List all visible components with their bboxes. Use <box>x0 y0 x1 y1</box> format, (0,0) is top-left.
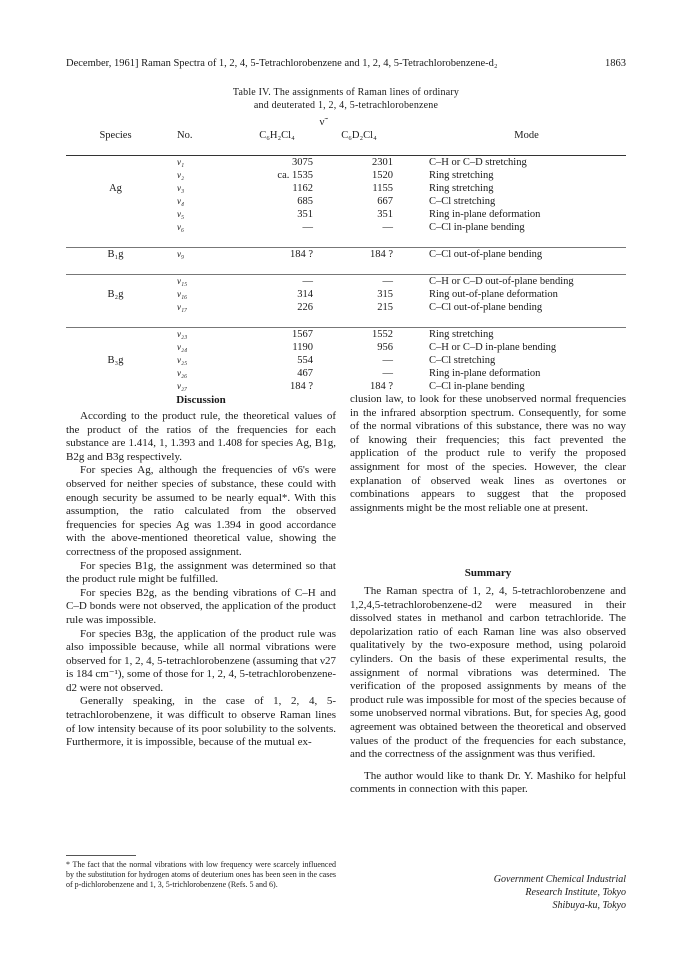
c6d2cl4-frequency: — <box>382 368 393 379</box>
mode-description: C–H or C–D out-of-plane bending <box>429 276 574 287</box>
table-row <box>66 248 626 262</box>
discussion-continuation <box>350 393 626 515</box>
c6h2cl4-frequency: 467 <box>297 368 313 379</box>
paragraph: The author would like to thank Dr. Y. Mashiko for helpful comments in connection with this paper. <box>350 769 626 796</box>
mode-description: Ring stretching <box>429 329 494 340</box>
discussion-heading: Discussion <box>176 394 226 406</box>
mode-description: C–Cl out-of-plane bending <box>429 302 543 313</box>
species-cell <box>66 156 165 170</box>
c6h2cl4-frequency: — <box>302 222 313 233</box>
mode-number: ν₂₄ <box>177 342 188 352</box>
c6d2cl4-frequency: 1520 <box>372 170 393 181</box>
c6h2cl4-frequency: 184 ? <box>289 381 313 392</box>
mode-number: ν₃ <box>177 183 185 193</box>
table-row <box>66 182 626 195</box>
paragraph: For species B1g, the assignment was determined so that the product rule might be fulfilled. <box>66 559 336 586</box>
c6d2cl4-frequency: 956 <box>377 342 393 353</box>
mode-description: C–Cl out-of-plane bending <box>429 249 543 260</box>
species-cell <box>66 169 165 182</box>
c6d2cl4-frequency: 1552 <box>372 329 393 340</box>
c6h2cl4-frequency: 184 ? <box>289 249 313 260</box>
species-cell <box>66 275 165 289</box>
mode-description: Ring in-plane deformation <box>429 368 541 379</box>
c6h2cl4-frequency: 1162 <box>292 183 313 194</box>
footnote: * The fact that the normal vibrations with low frequency were scarcely influenced by the substitution for hydrogen atoms of deuterium ones has been seen in the cases of p-dichlorobenzene and 1, 3, 5-trichlorobenzene (Refs. 5 and 6). <box>66 860 336 889</box>
mode-number: ν₂ <box>177 170 185 180</box>
mode-number: ν₁₇ <box>177 302 188 312</box>
mode-description: C–H or C–D stretching <box>429 157 527 168</box>
table-caption-line-2: and deuterated 1, 2, 4, 5-tetrachlorobenzene <box>253 100 439 111</box>
c6d2cl4-frequency: 1155 <box>372 183 393 194</box>
paragraph: For species B3g, the application of the product rule was also impossible because, while all normal vibrations were observed for 1, 2, 4, 5-tetrachlorobenzene (assuming that ν27 is 184 cm⁻¹), some of those for 1, 2, 4, 5-tetrachlorobenzene-d2 were not observed. <box>66 627 336 694</box>
mode-number: ν₁ <box>177 157 185 167</box>
c6d2cl4-frequency: 184 ? <box>369 381 393 392</box>
table-row <box>66 275 626 289</box>
c6d2cl4-frequency: — <box>382 276 393 287</box>
species-cell <box>66 301 165 314</box>
species-cell: B₁g <box>107 249 124 260</box>
assignment-table <box>66 116 626 393</box>
species-cell <box>66 195 165 208</box>
species-cell <box>66 367 165 380</box>
mode-description: Ring stretching <box>429 170 494 181</box>
table-row <box>66 354 626 367</box>
paragraph: Generally speaking, in the case of 1, 2, 4, 5-tetrachlorobenzene, it was difficult to observe Raman lines of low intensity because of its poor solubility to the solvents. Furthermore, it is impossible, because of the mutual ex- <box>66 695 336 749</box>
mode-number: ν₂₆ <box>177 368 188 378</box>
mode-number: ν₂₅ <box>177 355 188 365</box>
c6d2cl4-frequency: 184 ? <box>369 249 393 260</box>
table-row <box>66 221 626 234</box>
mode-description: C–Cl in-plane bending <box>429 381 525 392</box>
summary-heading: Summary <box>464 567 512 579</box>
table-row <box>66 288 626 301</box>
mode-number: ν₁₆ <box>177 289 188 299</box>
group-separator <box>66 261 626 275</box>
mode-description: C–H or C–D in-plane bending <box>429 342 557 353</box>
header-c6h2cl4: C₆H₂Cl₄ <box>259 130 295 141</box>
mode-description: Ring stretching <box>429 183 494 194</box>
paragraph: For species B2g, as the bending vibrations of C–H and C–D bonds were not observed, the application of the product rule was impossible. <box>66 586 336 626</box>
footnote-rule <box>66 855 136 856</box>
c6h2cl4-frequency: 351 <box>297 209 313 220</box>
c6h2cl4-frequency: 1567 <box>292 329 313 340</box>
c6d2cl4-frequency: 351 <box>377 209 393 220</box>
table-row <box>66 367 626 380</box>
c6h2cl4-frequency: 314 <box>297 289 313 300</box>
c6h2cl4-frequency: 685 <box>297 196 313 207</box>
c6d2cl4-frequency: 2301 <box>372 157 393 168</box>
species-cell <box>66 380 165 393</box>
mode-description: Ring in-plane deformation <box>429 209 541 220</box>
summary-body <box>350 585 626 797</box>
table-row <box>66 195 626 208</box>
table-row <box>66 301 626 314</box>
affiliation <box>350 873 626 912</box>
header-species: Species <box>99 130 132 141</box>
species-cell <box>66 328 165 342</box>
table-caption-line-1: Table IV. The assignments of Raman lines of ordinary <box>232 87 460 98</box>
c6h2cl4-frequency: 1190 <box>292 342 313 353</box>
c6h2cl4-frequency: 3075 <box>292 157 313 168</box>
species-cell <box>66 208 165 221</box>
table-row <box>66 328 626 342</box>
mode-description: C–Cl in-plane bending <box>429 222 525 233</box>
group-separator <box>66 314 626 328</box>
table-row <box>66 156 626 170</box>
header-c6d2cl4: C₆D₂Cl₄ <box>341 130 377 141</box>
discussion-continuation-text: clusion law, to look for these unobserved normal frequencies in the infrared absorption spectrum. Consequently, for some of the normal vibrations of this substance, there was no way of knowing their frequencies; this fact prevented the application of the product rule to verify the proposed assignment for most of the species. However, the clear explanation of observed weak lines as overtones or combinations appears to suggest that the proposed assignments might be the most reliable one at present. <box>350 393 626 514</box>
paragraph: For species Ag, although the frequencies of ν6's were observed for neither species of substance, these could with enough security be assumed to be nearly equal*. With this assumption, the ratio calculated from the observed frequencies for species Ag was 1.394 in good accordance with the above-mentioned theoretical value, showing the correctness of the proposed assignment. <box>66 464 336 558</box>
paragraph: The Raman spectra of 1, 2, 4, 5-tetrachlorobenzene and 1,2,4,5-tetrachlorobenzene-d2 were measured in their dissolved states in methanol and carbon tetrachloride. The depolarization ratio of each Raman line was also observed qualitatively by the two-exposure method, using polaroid cylinders. On the basis of these experimental results, the assignment of normal vibrations was determined. The verification of the proposed assignments by means of the product rule was impossible for most of the species because of some unobserved normal vibrations. But, for species Ag, good agreement was obtained between the theoretical and observed values of the product of the frequencies for each substance, and the correctness of the assignment was thus verified. <box>350 585 626 761</box>
species-cell <box>66 341 165 354</box>
table-row <box>66 208 626 221</box>
c6h2cl4-frequency: ca. 1535 <box>277 170 313 181</box>
table-caption <box>66 86 626 112</box>
mode-number: ν₆ <box>177 222 185 232</box>
species-cell: B₃g <box>107 355 124 366</box>
mode-number: ν₁₅ <box>177 276 188 286</box>
affiliation-line-2: Research Institute, Tokyo <box>525 887 626 898</box>
table-row <box>66 169 626 182</box>
page-number: 1863 <box>605 58 626 69</box>
c6d2cl4-frequency: 215 <box>377 302 393 313</box>
running-head-title: December, 1961] Raman Spectra of 1, 2, 4, 5-Tetrachlorobenzene and 1, 2, 4, 5-Tetrachlorobenzene-d₂ <box>66 58 498 69</box>
species-cell: Ag <box>109 183 122 194</box>
header-no: No. <box>177 130 193 141</box>
c6d2cl4-frequency: 315 <box>377 289 393 300</box>
mode-number: ν₅ <box>177 209 185 219</box>
group-separator <box>66 234 626 248</box>
mode-number: ν₂₃ <box>177 329 188 339</box>
mode-number: ν₄ <box>177 196 185 206</box>
mode-description: C–Cl stretching <box>429 355 496 366</box>
header-mode: Mode <box>514 130 539 141</box>
paragraph: According to the product rule, the theoretical values of the product of the ratios of the frequencies for each substance are 1.414, 1, 1.393 and 1.408 for species Ag, B1g, B2g and B3g respectively. <box>66 410 336 463</box>
discussion-body <box>66 410 336 750</box>
mode-number: ν₂₇ <box>177 381 188 391</box>
c6h2cl4-frequency: — <box>302 276 313 287</box>
c6h2cl4-frequency: 226 <box>297 302 313 313</box>
species-cell <box>66 221 165 234</box>
wavenumber-symbol: ν̃ <box>319 116 325 128</box>
c6d2cl4-frequency: 667 <box>377 196 393 207</box>
c6d2cl4-frequency: — <box>382 355 393 366</box>
table-row <box>66 341 626 354</box>
affiliation-line-1: Government Chemical Industrial <box>493 874 626 885</box>
mode-description: C–Cl stretching <box>429 196 496 207</box>
mode-description: Ring out-of-plane deformation <box>429 289 558 300</box>
table-row <box>66 380 626 393</box>
affiliation-line-3: Shibuya-ku, Tokyo <box>552 900 626 911</box>
mode-number: ν₉ <box>177 249 185 259</box>
c6h2cl4-frequency: 554 <box>297 355 313 366</box>
c6d2cl4-frequency: — <box>382 222 393 233</box>
species-cell: B₂g <box>107 289 124 300</box>
